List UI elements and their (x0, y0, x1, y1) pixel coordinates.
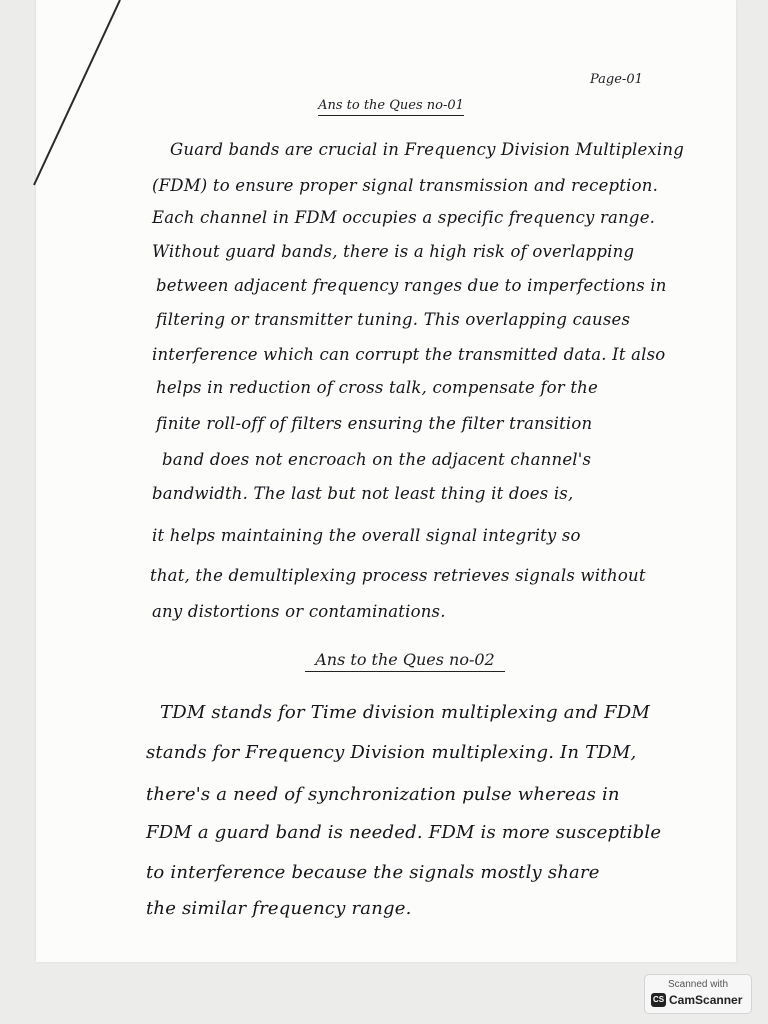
camscanner-watermark (644, 974, 752, 1014)
answer-1-line: band does not encroach on the adjacent channel's (162, 450, 592, 469)
answer-2-line: to interference because the signals mostly share (146, 862, 600, 883)
answer-2-line: there's a need of synchronization pulse whereas in (146, 784, 620, 805)
answer-1-line: interference which can corrupt the transmitted data. It also (152, 345, 666, 364)
watermark-caption: Scanned with (667, 979, 729, 990)
answer-2-heading: Ans to the Ques no-02 (305, 650, 505, 672)
answer-1-line: any distortions or contaminations. (152, 602, 446, 621)
camscanner-logo-icon: CS (651, 993, 666, 1007)
answer-1-line: between adjacent frequency ranges due to imperfections in (156, 276, 667, 295)
answer-1-line: finite roll-off of filters ensuring the filter transition (156, 414, 593, 433)
answer-1-line: Each channel in FDM occupies a specific frequency range. (152, 208, 656, 227)
answer-1-line: Without guard bands, there is a high risk of overlapping (152, 242, 635, 261)
answer-2-line: stands for Frequency Division multiplexing. In TDM, (146, 742, 637, 763)
answer-1-line: helps in reduction of cross talk, compensate for the (156, 378, 598, 397)
page-number: Page-01 (590, 72, 643, 87)
answer-1-heading: Ans to the Ques no-01 (318, 98, 464, 116)
answer-1-line: Guard bands are crucial in Frequency Division Multiplexing (170, 140, 684, 159)
answer-1-line: bandwidth. The last but not least thing it does is, (152, 484, 574, 503)
answer-1-line: it helps maintaining the overall signal integrity so (152, 526, 581, 545)
answer-2-line: FDM a guard band is needed. FDM is more susceptible (146, 822, 662, 843)
answer-1-line: filtering or transmitter tuning. This overlapping causes (156, 310, 631, 329)
answer-2-line: the similar frequency range. (146, 898, 412, 919)
answer-1-line: that, the demultiplexing process retrieves signals without (150, 566, 646, 585)
answer-1-line: (FDM) to ensure proper signal transmission and reception. (152, 176, 659, 195)
answer-2-line: TDM stands for Time division multiplexing and FDM (160, 702, 651, 723)
watermark-brand: CamScanner (669, 993, 743, 1007)
